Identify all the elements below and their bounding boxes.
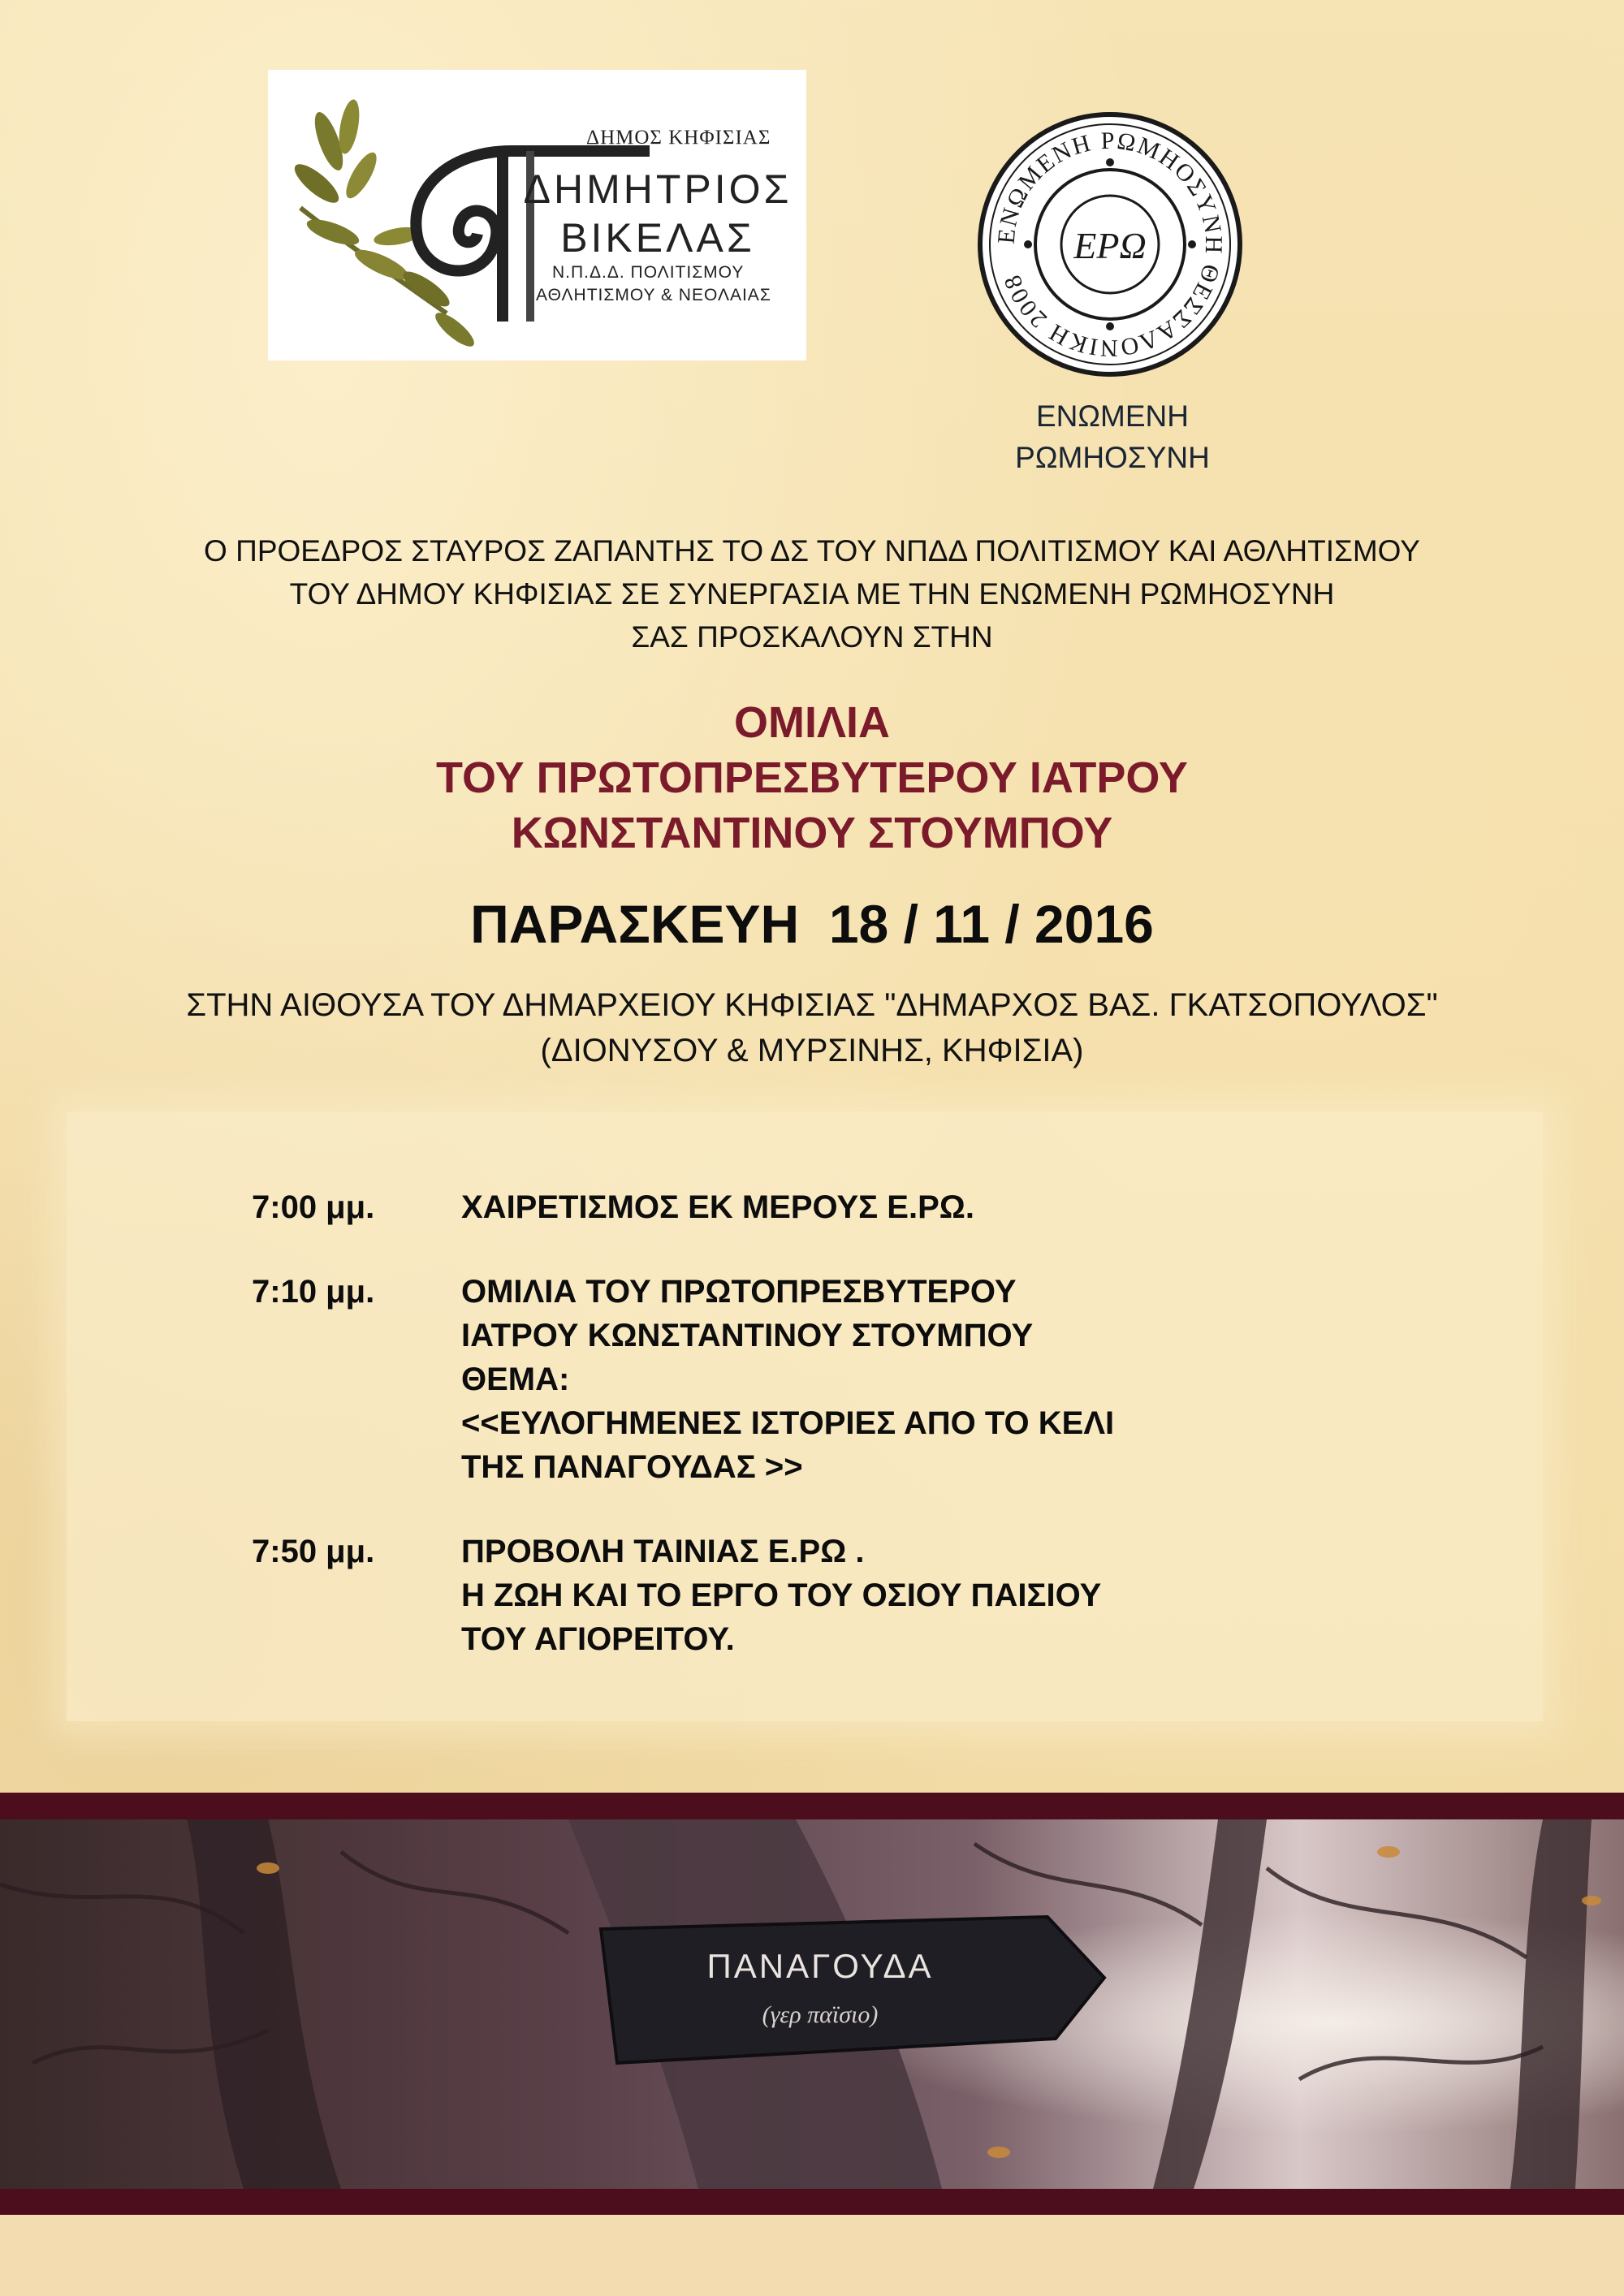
program-time: 7:50 μμ. xyxy=(252,1534,375,1569)
event-venue xyxy=(32,982,1592,1073)
vikelas-logo xyxy=(268,70,806,360)
program-item xyxy=(252,1270,1551,1489)
program-line: <<ΕΥΛΟΓΗΜΕΝΕΣ ΙΣΤΟΡΙΕΣ ΑΠΟ ΤΟ ΚΕΛΙ xyxy=(461,1405,1115,1441)
invitation-line1: Ο ΠΡΟΕΔΡΟΣ ΣΤΑΥΡΟΣ ΖΑΠΑΝΤΗΣ ΤΟ ΔΣ ΤΟΥ ΝΠΔΔ ΠΟΛΙΤΙΣΜΟΥ ΚΑΙ ΑΘΛΗΤΙΣΜΟΥ xyxy=(204,534,1420,568)
seal-ring-text: ΕΝΩΜΕΝΗ ΡΩΜΗΟΣΥΝΗ ΘΕΣΣΑΛΟΝΙΚΗ 2008 xyxy=(992,127,1228,362)
program-line: ΠΡΟΒΟΛΗ ΤΑΙΝΙΑΣ Ε.ΡΩ . xyxy=(461,1534,865,1569)
seal-monogram: ΕΡΩ xyxy=(1073,225,1147,266)
program-time: 7:00 μμ. xyxy=(252,1189,375,1225)
panagouda-sign xyxy=(601,1917,1104,2063)
municipality-label: ΔΗΜΟΣ ΚΗΦΙΣΙΑΣ xyxy=(586,127,771,149)
talk-title-line1: ΟΜΙΛΙΑ xyxy=(733,698,890,747)
bottom-maroon-band xyxy=(0,2189,1624,2215)
invitation-text xyxy=(49,529,1575,658)
program-line: ΧΑΙΡΕΤΙΣΜΟΣ ΕΚ ΜΕΡΟΥΣ Ε.ΡΩ. xyxy=(461,1189,974,1225)
program-line: ΟΜΙΛΙΑ ΤΟΥ ΠΡΩΤΟΠΡΕΣΒΥΤΕΡΟΥ xyxy=(461,1274,1017,1310)
talk-title xyxy=(49,695,1575,861)
top-maroon-band xyxy=(0,1793,1624,1819)
program-schedule xyxy=(252,1185,1551,1702)
talk-title-line2: ΤΟΥ ΠΡΩΤΟΠΡΕΣΒΥΤΕΡΟΥ ΙΑΤΡΟΥ xyxy=(436,753,1188,802)
program-time: 7:10 μμ. xyxy=(252,1274,375,1310)
program-item xyxy=(252,1185,1551,1229)
program-item xyxy=(252,1530,1551,1661)
invitation-line3: ΣΑΣ ΠΡΟΣΚΑΛΟΥΝ ΣΤΗΝ xyxy=(631,620,993,654)
seal-caption xyxy=(958,395,1267,478)
sign-text-line2: (γερ παϊσιο) xyxy=(762,2001,879,2028)
program-line: ΙΑΤΡΟΥ ΚΩΝΣΤΑΝΤΙΝΟΥ ΣΤΟΥΜΠΟΥ xyxy=(461,1318,1034,1353)
event-date: ΠΑΡΑΣΚΕΥΗ 18 / 11 / 2016 xyxy=(470,894,1154,954)
forest-sign-photo xyxy=(0,1819,1624,2189)
program-line: ΤΗΣ ΠΑΝΑΓΟΥΔΑΣ >> xyxy=(461,1449,803,1485)
seal-caption-line1: ΕΝΩΜΕΝΗ xyxy=(1036,399,1189,433)
organisation-subtitle-line2: ΑΘΛΗΤΙΣΜΟΥ & ΝΕΟΛΑΙΑΣ xyxy=(536,286,771,304)
seal-caption-line2: ΡΩΜΗΟΣΥΝΗ xyxy=(1015,441,1210,474)
forest-path-picture xyxy=(0,1819,1624,2189)
bottom-margin xyxy=(0,2215,1624,2296)
organisation-subtitle-line1: Ν.Π.Δ.Δ. ΠΟΛΙΤΙΣΜΟΥ xyxy=(552,263,745,282)
program-line: ΘΕΜΑ: xyxy=(461,1362,570,1397)
venue-line2: (ΔΙΟΝΥΣΟΥ & ΜΥΡΣΙΝΗΣ, ΚΗΦΙΣΙΑ) xyxy=(540,1033,1084,1068)
enomeni-romiosyni-seal xyxy=(978,112,1242,377)
invitation-line2: ΤΟΥ ΔΗΜΟΥ ΚΗΦΙΣΙΑΣ ΣΕ ΣΥΝΕΡΓΑΣΙΑ ΜΕ ΤΗΝ ΕΝΩΜΕΝΗ ΡΩΜΗΟΣΥΝΗ xyxy=(289,577,1335,611)
program-line: Η ΖΩΗ ΚΑΙ ΤΟ ΕΡΓΟ ΤΟΥ ΟΣΙΟΥ ΠΑΙΣΙΟΥ xyxy=(461,1577,1102,1613)
organisation-name-line1: ΔΗΜΗΤΡΙΟΣ xyxy=(523,166,793,212)
talk-title-line3: ΚΩΝΣΤΑΝΤΙΝΟΥ ΣΤΟΥΜΠΟΥ xyxy=(511,809,1113,857)
sign-text-line1: ΠΑΝΑΓΟΥΔΑ xyxy=(706,1947,934,1985)
organisation-name-line2: ΒΙΚΕΛΑΣ xyxy=(560,215,755,261)
venue-line1: ΣΤΗΝ ΑΙΘΟΥΣΑ ΤΟΥ ΔΗΜΑΡΧΕΙΟΥ ΚΗΦΙΣΙΑΣ "ΔΗΜΑΡΧΟΣ ΒΑΣ. ΓΚΑΤΣΟΠΟΥΛΟΣ" xyxy=(186,987,1438,1023)
program-line: ΤΟΥ ΑΓΙΟΡΕΙΤΟΥ. xyxy=(461,1621,735,1657)
